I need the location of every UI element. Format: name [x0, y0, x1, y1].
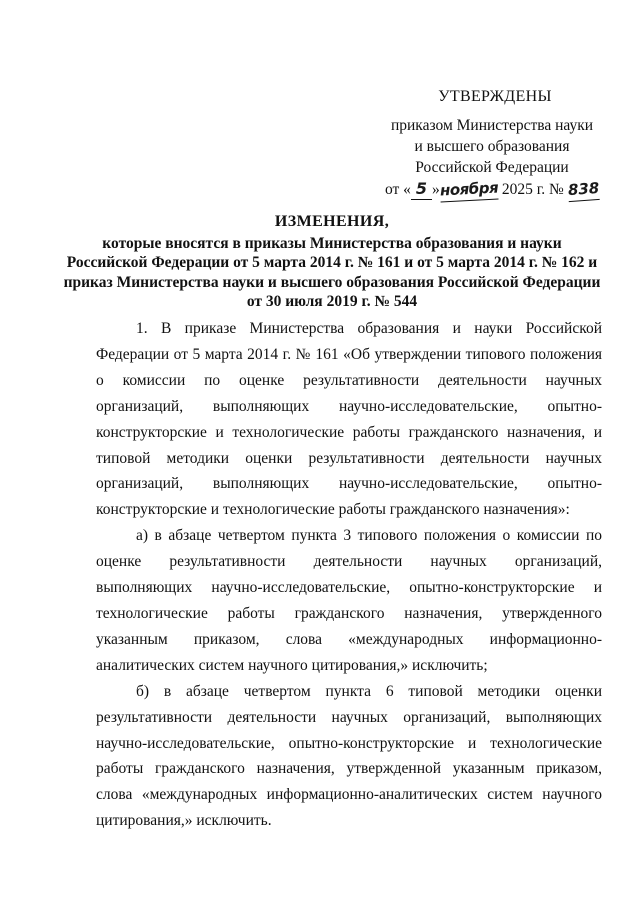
date-day-close: » — [432, 181, 440, 198]
paragraph-1: 1. В приказе Министерства образования и науки Российской Федерации от 5 марта 2014 г. № 161 «Об утверждении типового положения о комиссии по оценке результативности деятельности научных организаций, выполняющих научно-исследовательские, опытно-конструкторские и технологические работы гражданского назначения, и типовой методики оценки результативности деятельности научных организаций, выполняющих научно-исследовательские, опытно-конструкторские и технологические работы гражданского назначения»: — [96, 320, 602, 519]
date-prefix: от « — [384, 181, 411, 198]
approval-title: УТВЕРЖДЕНЫ — [438, 88, 552, 105]
paragraph-3-b: б) в абзаце четвертом пункта 6 типовой методики оценки результативности деятельности научных организаций, выполняющих научно-исследовательские, опытно-конструкторские и технологические работы гражданского назначения, утвержденной указанным приказом, слова «международных информационно-аналитических систем научного цитирования,» исключить. — [96, 682, 602, 830]
paragraph-2-a: а) в абзаце четвертом пункта 3 типового положения о комиссии по оценке результативности деятельности научных организаций, выполняющих научно-исследовательские, опытно-конструкторские и технологические работы гражданского назначения, утвержденного указанным приказом, слова «международных информационно-аналитических систем научного цитирования,» исключить; — [96, 527, 602, 674]
heading-subtitle: которые вносятся в приказы Министерства образования и науки Российской Федерации от 5 марта 2014 г. № 161 и от 5 марта 2014 г. № 162 и приказ Министерства науки и высшего образования Российской Федерации от 30 июля 2019 г. № 544 — [63, 234, 601, 310]
handwritten-day: 5 — [411, 178, 432, 200]
document-heading — [62, 212, 602, 312]
approval-line-2: и высшего образования — [414, 138, 570, 155]
handwritten-order-number: 838 — [567, 178, 600, 202]
approval-date-line — [385, 178, 599, 201]
handwritten-month: ноября — [439, 177, 498, 202]
document-body — [96, 316, 602, 834]
approval-line-1: приказом Министерства науки — [390, 117, 594, 134]
heading-title: ИЗМЕНЕНИЯ, — [274, 213, 390, 230]
approval-line-3: Российской Федерации — [415, 159, 569, 176]
approval-block — [372, 86, 612, 201]
date-year-text: 2025 г. № — [501, 181, 564, 198]
